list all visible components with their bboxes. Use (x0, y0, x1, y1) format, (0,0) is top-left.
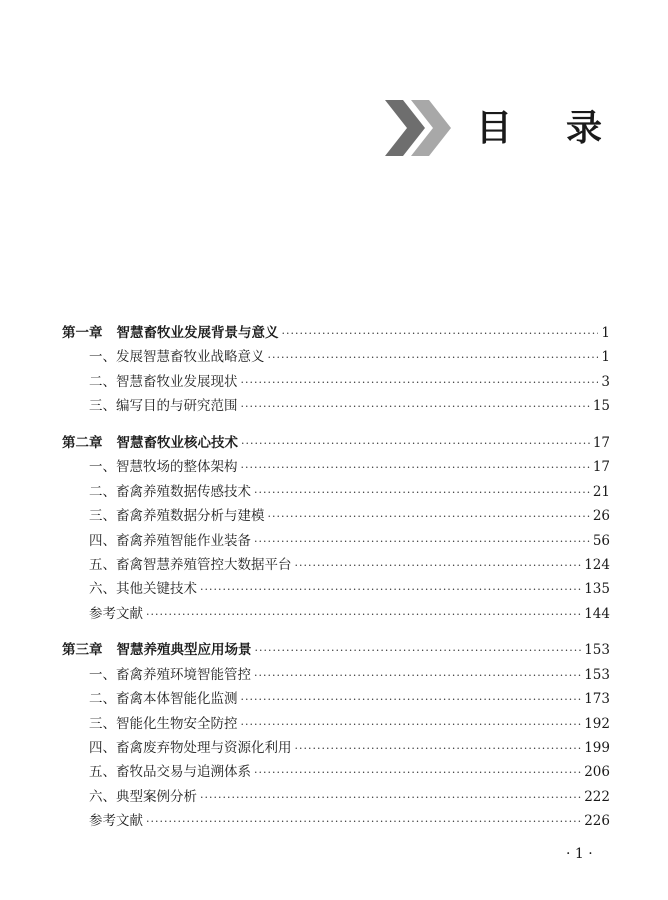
dot-leader (254, 530, 590, 554)
chapter-number: 第一章 (62, 325, 103, 341)
toc-page-number: 26 (592, 508, 610, 525)
toc-entry-title: 一、智慧牧场的整体架构 (89, 459, 238, 476)
toc-entry-title: 一、畜禽养殖环境智能管控 (89, 666, 251, 683)
toc-section-entry[interactable] (62, 394, 610, 418)
toc-entry-title: 智慧养殖典型应用场景 (116, 642, 252, 659)
toc-entry-title: 三、智能化生物安全防控 (89, 715, 238, 732)
toc-entry-label (89, 687, 238, 711)
toc-section-entry[interactable] (62, 480, 610, 504)
page-title-char-1: 目 (476, 108, 513, 149)
toc-entry-title: 六、其他关键技术 (89, 581, 197, 598)
dot-leader (241, 371, 599, 395)
dot-leader (146, 603, 581, 627)
toc-entry-label (89, 602, 143, 626)
toc-page-number: 144 (584, 605, 610, 622)
table-of-contents (62, 321, 610, 834)
dot-leader (254, 481, 590, 505)
dot-leader (254, 761, 581, 785)
toc-entry-title: 参考文献 (89, 813, 143, 830)
toc-page-number: 124 (584, 556, 610, 573)
toc-page-number: 15 (592, 398, 610, 415)
toc-section-entry[interactable] (62, 529, 610, 553)
toc-entry-label (89, 736, 292, 760)
toc-section-entry[interactable] (62, 345, 610, 369)
toc-entry-label (62, 638, 252, 662)
toc-page-number: 3 (601, 373, 610, 390)
toc-page-number: 1 (601, 325, 610, 341)
toc-page-number: 222 (584, 788, 610, 805)
page-header (0, 92, 668, 162)
toc-page-number: 206 (584, 764, 610, 781)
toc-page-number: 153 (584, 642, 610, 659)
toc-section-entry[interactable] (62, 760, 610, 784)
toc-entry-title: 六、典型案例分析 (89, 788, 197, 805)
toc-entry-label (89, 712, 238, 736)
toc-section-entry[interactable] (62, 785, 610, 809)
dot-leader (200, 786, 581, 810)
dot-leader (146, 810, 581, 834)
toc-entry-title: 三、畜禽养殖数据分析与建模 (89, 508, 265, 525)
toc-entry-label (89, 345, 265, 369)
toc-entry-title: 五、畜牧品交易与追溯体系 (89, 764, 251, 781)
toc-entry-label (89, 553, 292, 577)
toc-entry-title: 三、编写目的与研究范围 (89, 398, 238, 415)
toc-page-number: 153 (584, 666, 610, 683)
dot-leader (282, 322, 599, 346)
toc-section-entry[interactable] (62, 504, 610, 528)
page-number: · 1 · (566, 846, 593, 862)
toc-entry-label (89, 577, 197, 601)
toc-section-entry[interactable] (62, 602, 610, 626)
toc-section-entry[interactable] (62, 809, 610, 833)
toc-entry-title: 四、畜禽养殖智能作业装备 (89, 532, 251, 549)
toc-chapter-entry[interactable] (62, 321, 610, 345)
toc-page-number: 56 (592, 532, 610, 549)
toc-entry-title: 一、发展智慧畜牧业战略意义 (89, 349, 265, 366)
toc-section-entry[interactable] (62, 736, 610, 760)
toc-section-entry[interactable] (62, 455, 610, 479)
toc-section-entry[interactable] (62, 553, 610, 577)
chapter-number: 第三章 (62, 642, 103, 659)
toc-entry-title: 参考文献 (89, 605, 143, 622)
toc-entry-title: 二、畜禽本体智能化监测 (89, 691, 238, 708)
toc-entry-label (89, 809, 143, 833)
toc-entry-title: 二、畜禽养殖数据传感技术 (89, 483, 251, 500)
toc-page-number: 21 (592, 483, 610, 500)
toc-entry-title: 智慧畜牧业发展背景与意义 (116, 325, 279, 341)
toc-page-number: 135 (584, 581, 610, 598)
dot-leader (295, 554, 582, 578)
toc-section-entry[interactable] (62, 370, 610, 394)
toc-page-number: 173 (584, 691, 610, 708)
dot-leader (254, 664, 581, 688)
toc-entry-title: 智慧畜牧业核心技术 (116, 434, 238, 451)
toc-page-number: 1 (601, 349, 610, 366)
toc-entry-title: 四、畜禽废弃物处理与资源化利用 (89, 740, 292, 757)
toc-page-number: 17 (592, 459, 610, 476)
toc-entry-label (89, 529, 251, 553)
toc-entry-label (89, 663, 251, 687)
dot-leader (241, 456, 590, 480)
toc-page-number: 226 (584, 813, 610, 830)
dot-leader (241, 688, 582, 712)
dot-leader (200, 578, 581, 602)
toc-page-number: 192 (584, 715, 610, 732)
toc-page-number: 199 (584, 740, 610, 757)
toc-entry-title: 五、畜禽智慧养殖管控大数据平台 (89, 556, 292, 573)
dot-leader (241, 713, 582, 737)
dot-leader (255, 639, 582, 663)
toc-entry-label (89, 785, 197, 809)
toc-section-entry[interactable] (62, 687, 610, 711)
toc-entry-title: 二、智慧畜牧业发展现状 (89, 373, 238, 390)
toc-section-entry[interactable] (62, 712, 610, 736)
dot-leader (241, 432, 590, 456)
toc-entry-label (89, 760, 251, 784)
toc-entry-label (89, 455, 238, 479)
dot-leader (268, 346, 599, 370)
toc-entry-label (62, 321, 279, 345)
dot-leader (295, 737, 582, 761)
toc-entry-label (89, 370, 238, 394)
toc-section-entry[interactable] (62, 663, 610, 687)
toc-chapter-entry[interactable] (62, 431, 610, 455)
chapter-number: 第二章 (62, 434, 103, 451)
toc-page-number: 17 (592, 434, 610, 451)
toc-entry-label (89, 504, 265, 528)
toc-section-entry[interactable] (62, 577, 610, 601)
toc-entry-label (62, 431, 238, 455)
toc-entry-label (89, 394, 238, 418)
toc-entry-label (89, 480, 251, 504)
toc-chapter-entry[interactable] (62, 638, 610, 662)
double-chevron-icon (385, 100, 451, 156)
dot-leader (268, 505, 590, 529)
page-title-char-2: 录 (566, 108, 603, 149)
dot-leader (241, 395, 590, 419)
